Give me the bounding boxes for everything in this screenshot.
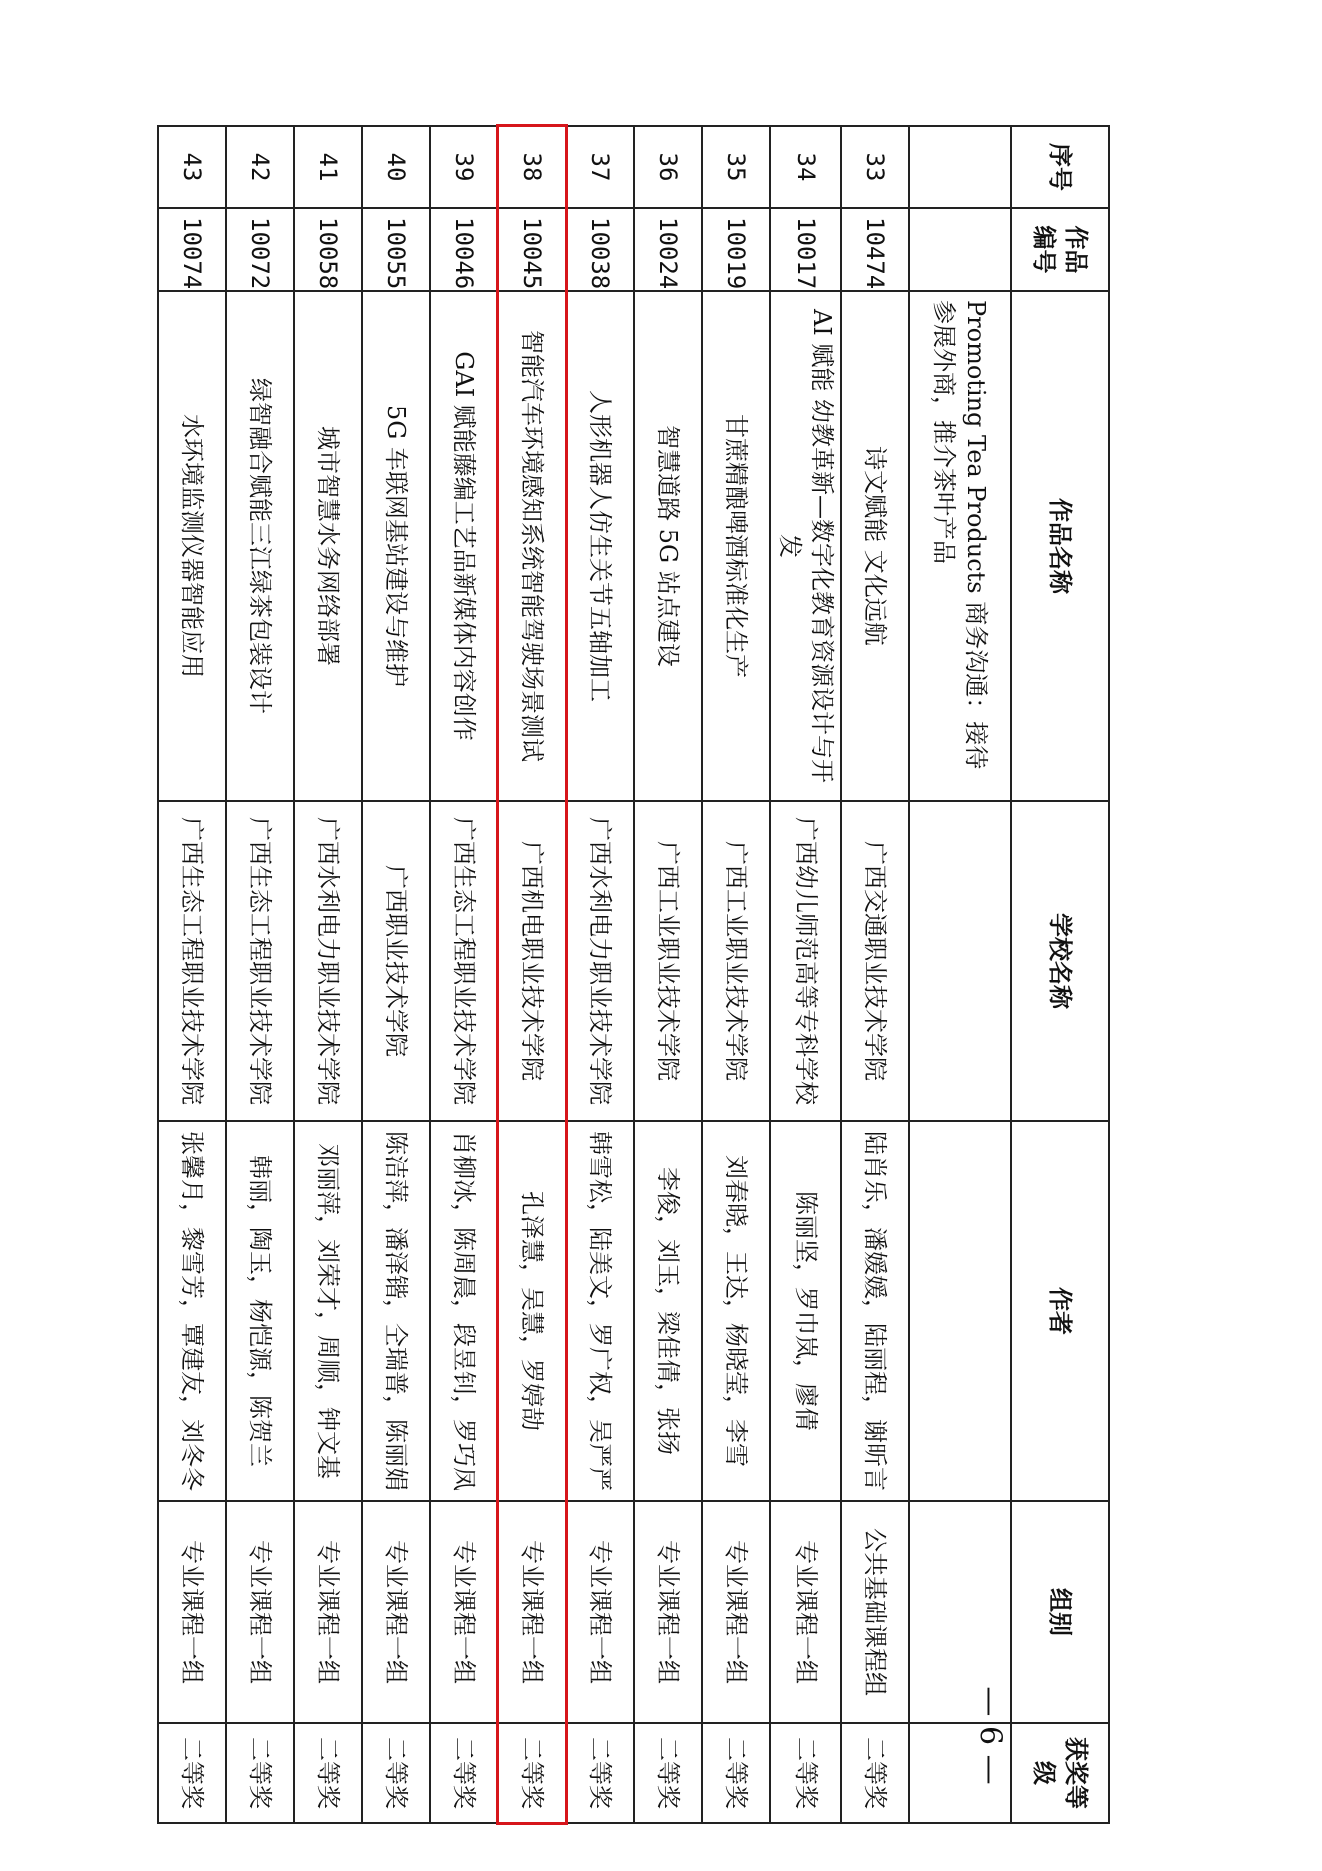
cell-authors: 陈洁萍，潘泽锴，仝瑞普，陈丽娟	[362, 1121, 430, 1501]
cell-code: 10038	[566, 208, 634, 291]
cell-seq: 41	[294, 126, 362, 208]
cell-code: 10474	[841, 208, 909, 291]
page-number-text: — 6 —	[972, 1685, 1008, 1785]
cell-name: 人形机器人仿生关节五轴加工	[566, 291, 634, 801]
cell-school: 广西工业职业技术学院	[702, 801, 770, 1121]
cell-level: 二等奖	[770, 1723, 841, 1823]
cell-level: 二等奖	[430, 1723, 498, 1823]
header-school: 学校名称	[1011, 801, 1109, 1121]
cell-authors: 陈丽坚，罗巾岚，廖倩	[770, 1121, 841, 1501]
cell-school: 广西工业职业技术学院	[634, 801, 702, 1121]
cell-seq: 43	[158, 126, 226, 208]
cell-authors: 刘春晓，王达，杨晓莹，李雪	[702, 1121, 770, 1501]
table-row	[498, 126, 566, 1823]
cell-authors: 李俊，刘玉，梁佳倩，张扬	[634, 1121, 702, 1501]
cell-seq: 35	[702, 126, 770, 208]
cell-code: 10046	[430, 208, 498, 291]
header-group: 组别	[1011, 1501, 1109, 1723]
cell-school: 广西生态工程职业技术学院	[430, 801, 498, 1121]
page-number	[960, 1650, 1020, 1820]
cell-group: 专业课程一组	[430, 1501, 498, 1723]
cell-authors: 邓丽萍，刘荣才，周顺，钟文基	[294, 1121, 362, 1501]
cell-name: 5G 车联网基站建设与维护	[362, 291, 430, 801]
cell-name: 甘蔗精酿啤酒标准化生产	[702, 291, 770, 801]
cell-level: 二等奖	[498, 1723, 566, 1823]
table-row	[226, 126, 294, 1823]
cell-school: 广西水利电力职业技术学院	[566, 801, 634, 1121]
cell-authors: 韩丽，陶玉，杨恺源，陈贺兰	[226, 1121, 294, 1501]
cell-level: 二等奖	[158, 1723, 226, 1823]
cell-seq: 37	[566, 126, 634, 208]
cell-code: 10045	[498, 208, 566, 291]
table-row	[634, 126, 702, 1823]
header-seq: 序号	[1011, 126, 1109, 208]
cell-code: 10055	[362, 208, 430, 291]
table-row	[158, 126, 226, 1823]
table-row	[770, 126, 841, 1823]
table-row	[702, 126, 770, 1823]
header-level: 获奖等级	[1011, 1723, 1109, 1823]
cell-group: 专业课程一组	[770, 1501, 841, 1723]
cell-seq: 40	[362, 126, 430, 208]
cell-name: 绿智融合赋能三江绿茶包装设计	[226, 291, 294, 801]
cell-name: 水环境监测仪器智能应用	[158, 291, 226, 801]
cell-school	[909, 801, 1011, 1121]
cell-level: 二等奖	[362, 1723, 430, 1823]
table-header-row	[1011, 126, 1109, 1823]
cell-code: 10024	[634, 208, 702, 291]
table-body	[158, 126, 1011, 1823]
cell-code: 10058	[294, 208, 362, 291]
cell-group: 专业课程一组	[566, 1501, 634, 1723]
rotated-table-page	[178, 125, 1110, 1809]
cell-group: 专业课程一组	[634, 1501, 702, 1723]
cell-level: 二等奖	[702, 1723, 770, 1823]
cell-code: 10074	[158, 208, 226, 291]
cell-group: 专业课程一组	[294, 1501, 362, 1723]
cell-authors	[909, 1121, 1011, 1501]
cell-authors: 孔泽慧，吴慧，罗婷劼	[498, 1121, 566, 1501]
table-row	[909, 126, 1011, 1823]
cell-seq: 34	[770, 126, 841, 208]
header-name: 作品名称	[1011, 291, 1109, 801]
cell-school: 广西水利电力职业技术学院	[294, 801, 362, 1121]
cell-school: 广西职业技术学院	[362, 801, 430, 1121]
cell-seq: 33	[841, 126, 909, 208]
cell-seq: 38	[498, 126, 566, 208]
cell-authors: 肖柳冰，陈周晨，段昱钊，罗巧凤	[430, 1121, 498, 1501]
header-code: 作品编号	[1011, 208, 1109, 291]
cell-level: 二等奖	[566, 1723, 634, 1823]
cell-code	[909, 208, 1011, 291]
cell-group: 专业课程一组	[498, 1501, 566, 1723]
cell-name: 城市智慧水务网络部署	[294, 291, 362, 801]
cell-authors: 张馨月，黎雪芳，覃建友，刘冬冬	[158, 1121, 226, 1501]
cell-code: 10019	[702, 208, 770, 291]
cell-name: AI 赋能 幼教革新—数字化教育资源设计与开发	[770, 291, 841, 801]
cell-group: 专业课程一组	[226, 1501, 294, 1723]
cell-group: 公共基础课程组	[841, 1501, 909, 1723]
header-authors: 作者	[1011, 1121, 1109, 1501]
cell-name: GAI 赋能藤编工艺品新媒体内容创作	[430, 291, 498, 801]
cell-level: 二等奖	[294, 1723, 362, 1823]
table-row	[362, 126, 430, 1823]
cell-level: 二等奖	[634, 1723, 702, 1823]
cell-level: 二等奖	[226, 1723, 294, 1823]
cell-level: 二等奖	[841, 1723, 909, 1823]
cell-school: 广西生态工程职业技术学院	[226, 801, 294, 1121]
table-row	[294, 126, 362, 1823]
cell-name: Promoting Tea Products 商务沟通：接待参展外商，推介茶叶产品	[909, 291, 1011, 801]
cell-group: 专业课程一组	[158, 1501, 226, 1723]
cell-authors: 韩雪松，陆美文，罗广权，吴严严	[566, 1121, 634, 1501]
cell-seq	[909, 126, 1011, 208]
table-row	[841, 126, 909, 1823]
cell-code: 10017	[770, 208, 841, 291]
cell-seq: 39	[430, 126, 498, 208]
table-row	[566, 126, 634, 1823]
cell-school: 广西交通职业技术学院	[841, 801, 909, 1121]
cell-school: 广西生态工程职业技术学院	[158, 801, 226, 1121]
table-row	[430, 126, 498, 1823]
cell-authors: 陆肖乐，潘媛媛，陆丽程，谢昕言	[841, 1121, 909, 1501]
award-table	[157, 125, 1110, 1824]
cell-name: 智慧道路 5G 站点建设	[634, 291, 702, 801]
cell-school: 广西机电职业技术学院	[498, 801, 566, 1121]
cell-group: 专业课程一组	[702, 1501, 770, 1723]
cell-code: 10072	[226, 208, 294, 291]
cell-name: 智能汽车环境感知系统智能驾驶场景测试	[498, 291, 566, 801]
cell-group: 专业课程一组	[362, 1501, 430, 1723]
cell-seq: 36	[634, 126, 702, 208]
cell-seq: 42	[226, 126, 294, 208]
cell-school: 广西幼儿师范高等专科学校	[770, 801, 841, 1121]
cell-name: 诗文赋能 文化远航	[841, 291, 909, 801]
